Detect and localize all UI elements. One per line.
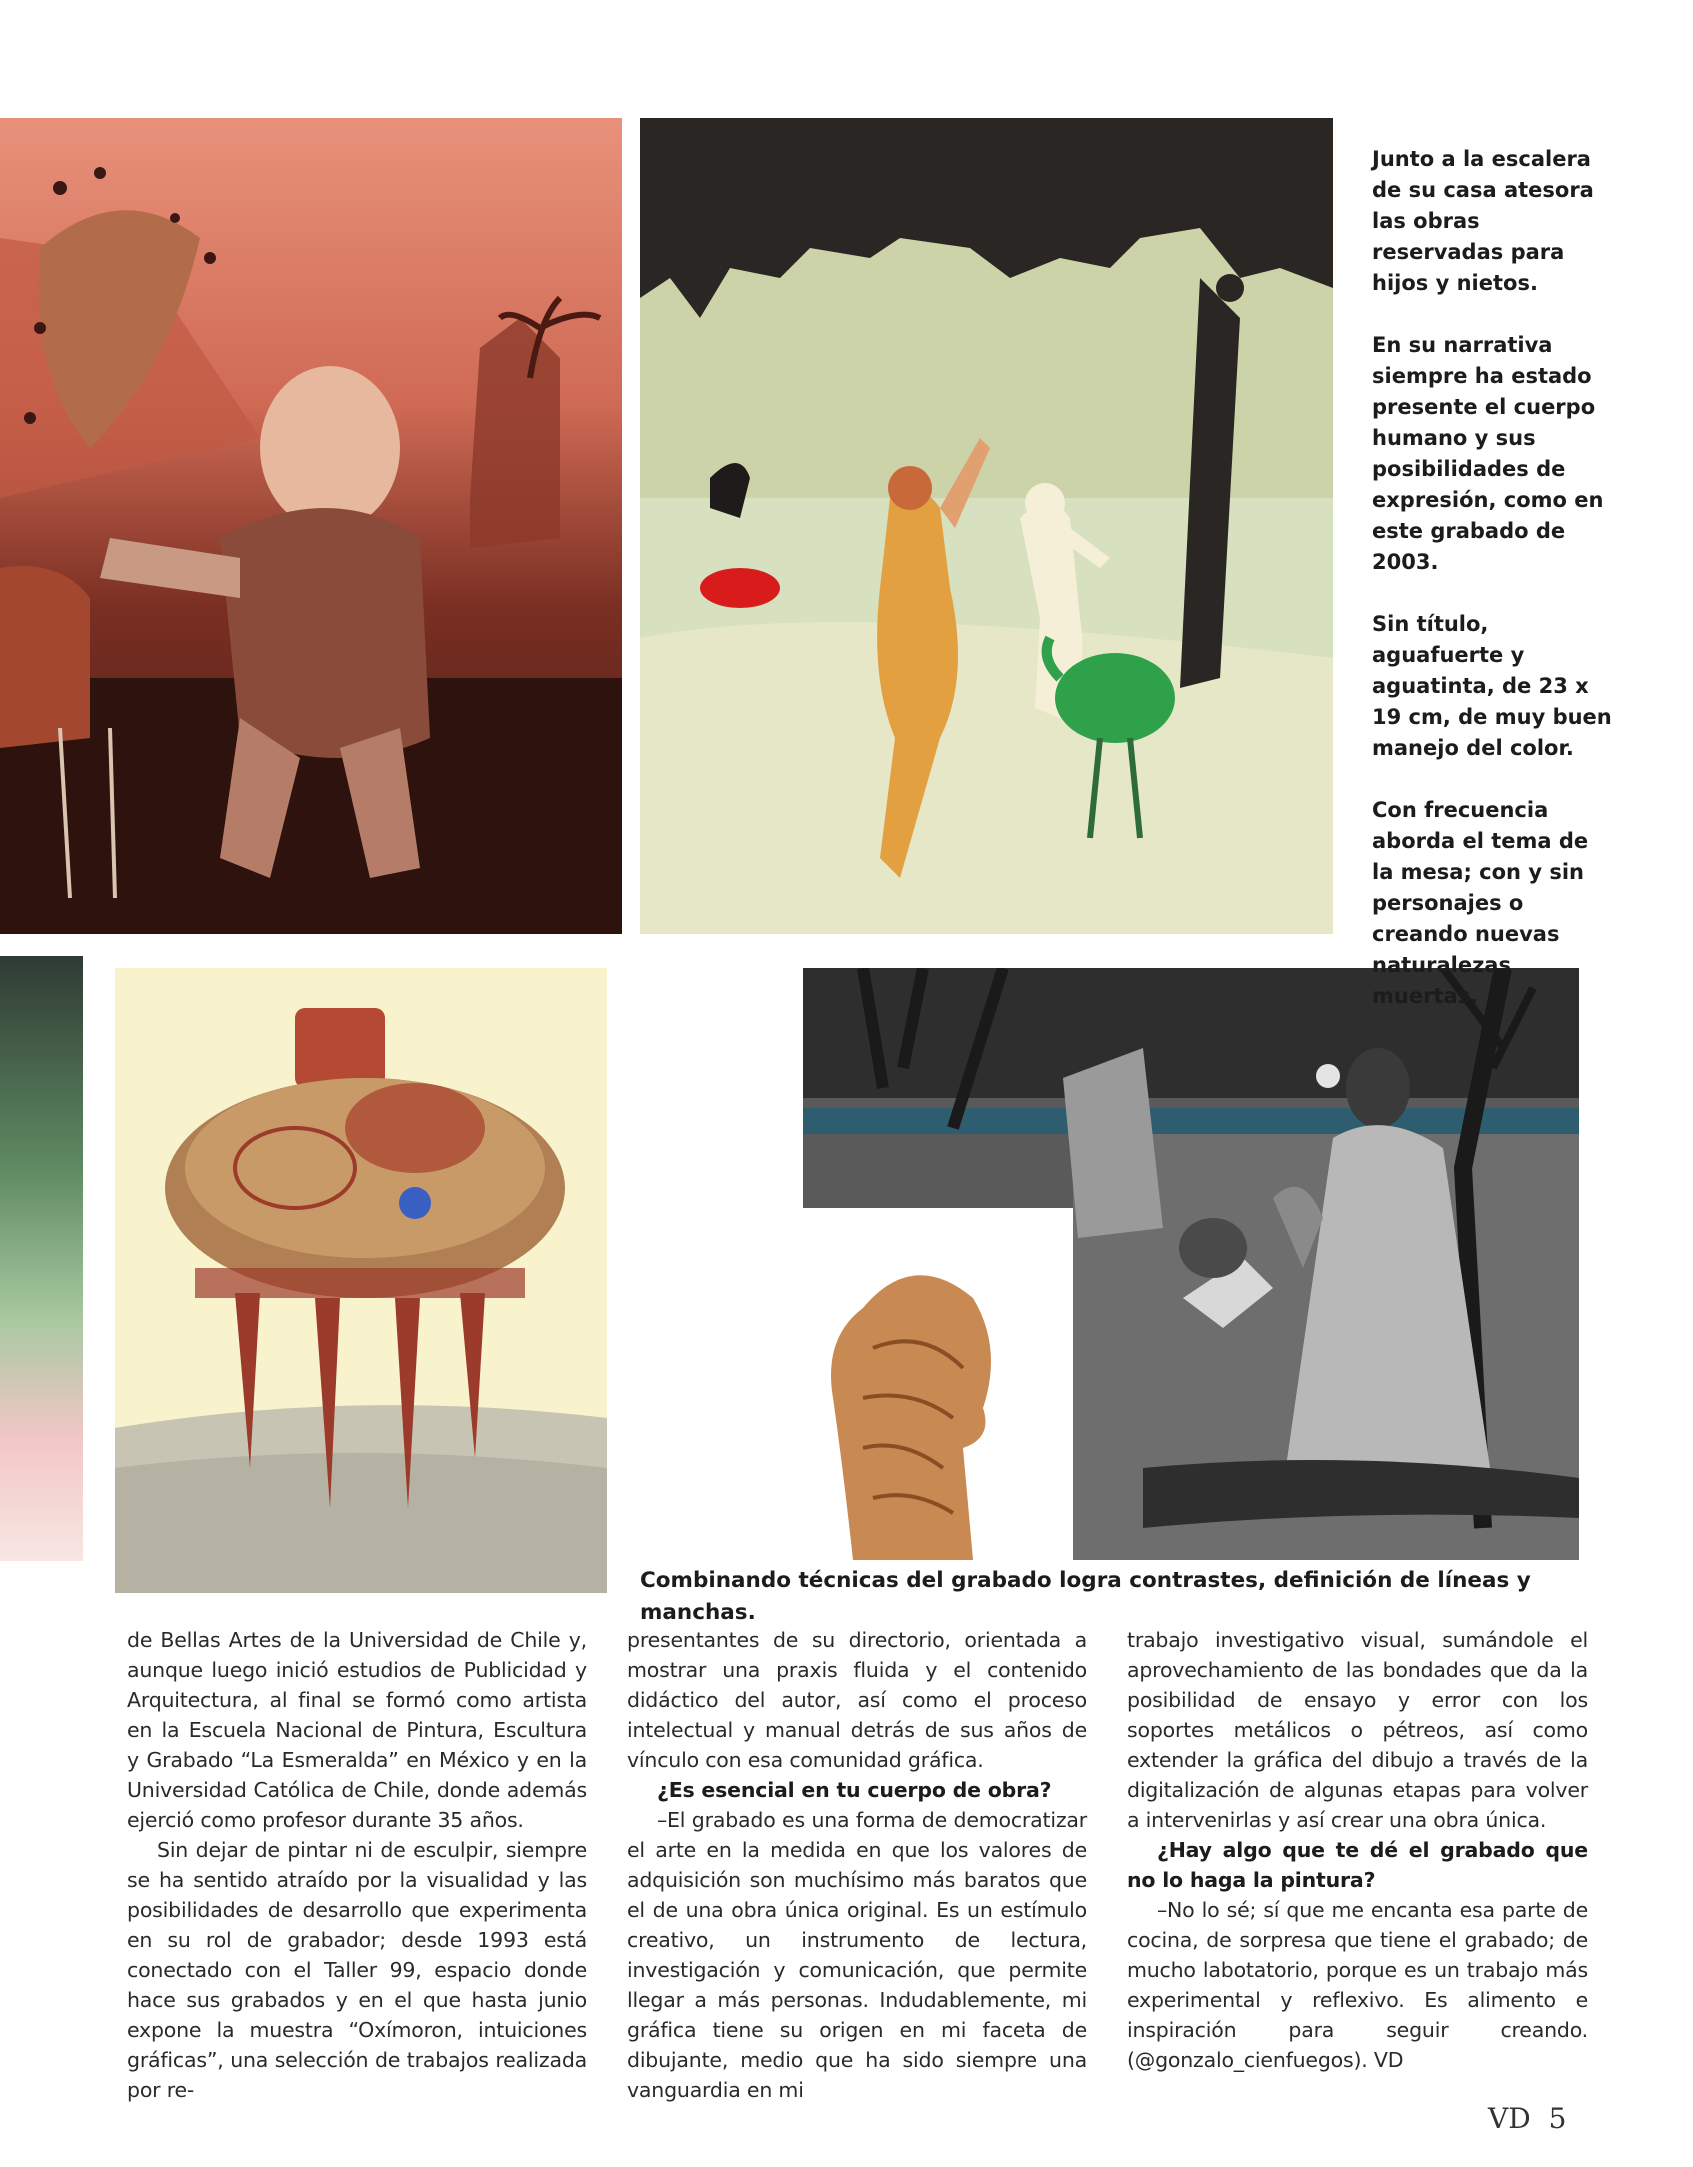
interview-question: ¿Hay algo que te dé el grabado que no lo haga la pintura? [1127, 1838, 1588, 1892]
sidebar-caption-untitled-etching: Sin título, aguafuerte y aguatinta, de 23 x 19 cm, de muy buen manejo del color. [1372, 612, 1612, 760]
article-paragraph: presentantes de su directorio, orientada a mostrar una praxis fluida y el contenido didáctico del autor, así como el proceso intelectual y manual detrás de sus años de vínculo con esa comunidad gráfica. [627, 1628, 1087, 1772]
page-folio [1488, 2102, 1585, 2135]
image-caption: Combinando técnicas del grabado logra contrastes, definición de líneas y manchas. [640, 1568, 1531, 1625]
sidebar-caption-human-body: En su narrativa siempre ha estado presente el cuerpo humano y sus posibilidades de expresión, como en este grabado de 2003. [1372, 333, 1604, 574]
article-column-2 [627, 1625, 1087, 2105]
article-paragraph: trabajo investigativo visual, sumándole el aprovechamiento de las bondades que da la posibilidad de ensayo y error con los soportes metálicos o pétreos, así como extender la gráfica del dibujo a través de la digitalización de algunas etapas para volver a intervenirlas y así crear una obra única. [1127, 1628, 1588, 1832]
sidebar-captions [1372, 144, 1612, 1043]
artwork-boy-with-bundle [0, 118, 622, 934]
artwork-table-still-life [115, 968, 607, 1593]
artwork-woman-with-trees [803, 968, 1579, 1560]
article-paragraph: –El grabado es una forma de democratizar el arte en la medida en que los valores de adquisición son muchísimo más baratos que el de una obra única original. Es un estímulo creativo, un instrumento de lectura, investigación y comunicación, que permite llegar a más personas. Indudablemente, mi gráfica tiene su origen en mi faceta de dibujante, medio que ha sido siempre una vanguardia en mi [627, 1808, 1087, 2102]
artwork-dancers-night-scene [640, 118, 1333, 934]
article-paragraph: de Bellas Artes de la Universidad de Chile y, aunque luego inició estudios de Publicidad y Arquitectura, al final se formó como artista en la Escuela Nacional de Pintura, Escultura y Grabado “La Esmeralda” en México y en la Universidad Católica de Chile, donde además ejerció como profesor durante 35 años. [127, 1628, 587, 1832]
page-number: 5 [1548, 2102, 1567, 2135]
sidebar-caption-staircase: Junto a la escalera de su casa atesora las obras reservadas para hijos y nietos. [1372, 147, 1594, 295]
interview-question: ¿Es esencial en tu cuerpo de obra? [657, 1778, 1052, 1802]
article-column-1 [127, 1625, 587, 2105]
article-paragraph: Sin dejar de pintar ni de esculpir, siempre se ha sentido atraído por la visualidad y las posibilidades de desarrollo que experimenta en su rol de grabador; desde 1993 está conectado con el Taller 99, espacio donde hace sus grabados y en el que hasta junio expone la muestra “Oxímoron, intuiciones gráficas”, una selección de trabajos realizada por re- [127, 1838, 587, 2102]
article-column-3 [1127, 1625, 1588, 2075]
magazine-mark: VD [1488, 2102, 1531, 2135]
sidebar-caption-table-theme: Con frecuencia aborda el tema de la mesa; con y sin personajes o creando nuevas naturalezas muertas. [1372, 798, 1589, 1008]
article-paragraph: –No lo sé; sí que me encanta esa parte de cocina, de sorpresa que tiene el grabado; de mucho labotatorio, porque es un trabajo más experimental y reflexivo. Es alimento e inspiración para seguir creando. (@gonzalo_cienfuegos). VD [1127, 1898, 1588, 2072]
artwork-partial-green-print [0, 956, 83, 1561]
